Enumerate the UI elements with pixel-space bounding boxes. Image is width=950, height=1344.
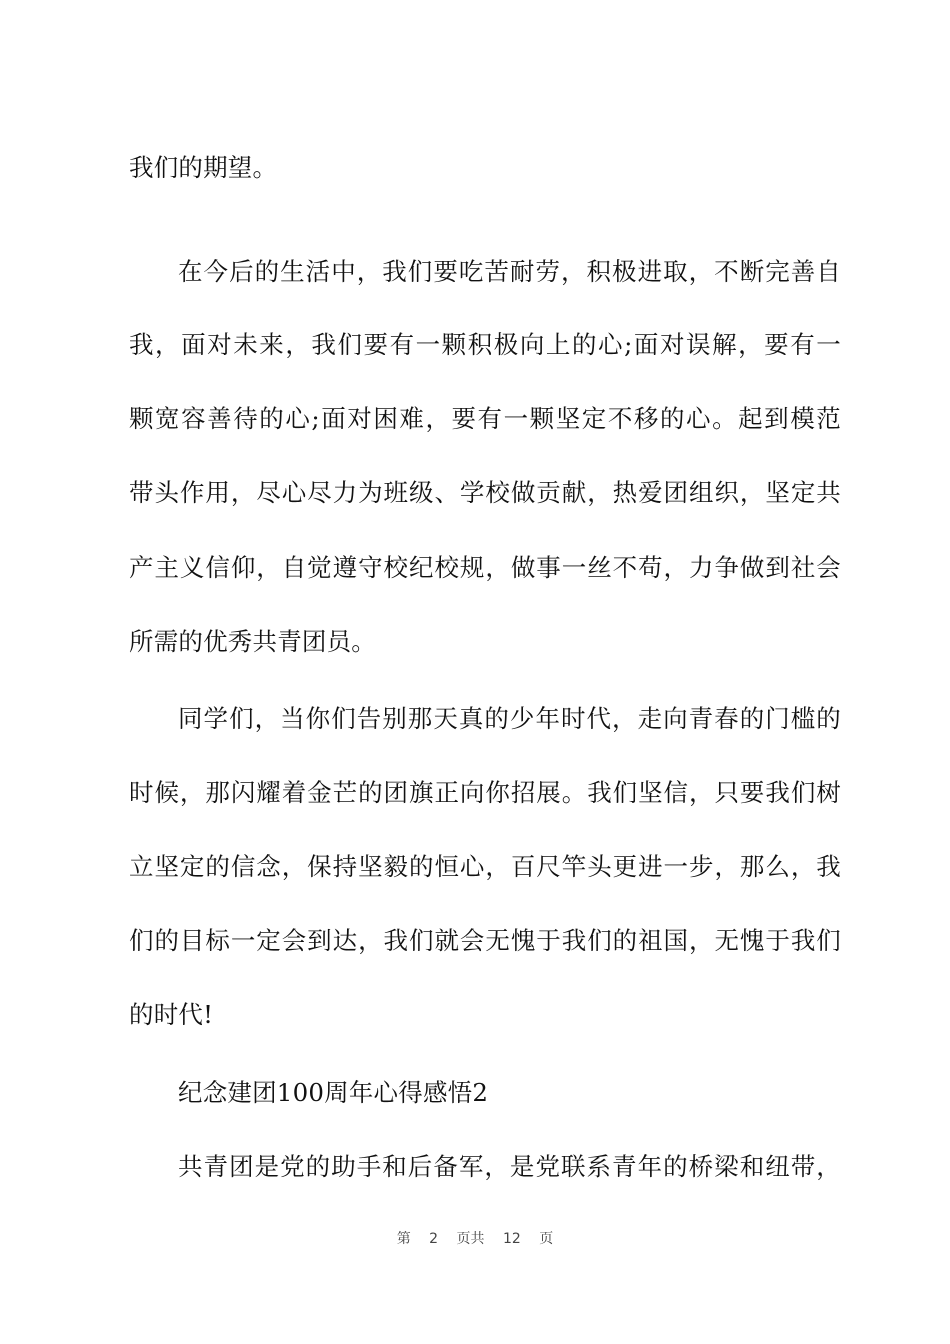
text-line: 产主义信仰，自觉遵守校纪校规，做事一丝不苟，力争做到社会 <box>129 553 841 582</box>
footer-middle: 页共 <box>456 1231 485 1247</box>
text-line: 我，面对未来，我们要有一颗积极向上的心;面对误解，要有一 <box>129 330 841 359</box>
text-line: 同学们，当你们告别那天真的少年时代，走向青春的门槛的 <box>178 704 841 733</box>
text-line: 们的目标一定会到达，我们就会无愧于我们的祖国，无愧于我们 <box>129 926 841 955</box>
text-line: 时候，那闪耀着金芒的团旗正向你招展。我们坚信，只要我们树 <box>129 778 841 807</box>
text-line: 带头作用，尽心尽力为班级、学校做贡献，热爱团组织，坚定共 <box>129 478 841 507</box>
text-line: 共青团是党的助手和后备军，是党联系青年的桥梁和纽带， <box>178 1152 841 1181</box>
footer-total-pages: 12 <box>503 1231 521 1247</box>
text-line: 颗宽容善待的心;面对困难，要有一颗坚定不移的心。起到模范 <box>129 404 841 433</box>
footer-page-number: 2 <box>429 1231 439 1247</box>
text-line: 立坚定的信念，保持坚毅的恒心，百尺竿头更进一步，那么，我 <box>129 852 841 881</box>
section-heading: 纪念建团100周年心得感悟2 <box>178 1078 489 1107</box>
page-footer <box>0 1229 950 1249</box>
text-line: 的时代! <box>129 1000 214 1029</box>
text-line: 在今后的生活中，我们要吃苦耐劳，积极进取，不断完善自 <box>178 257 841 286</box>
footer-prefix: 第 <box>396 1231 411 1247</box>
text-line: 所需的优秀共青团员。 <box>129 627 376 656</box>
text-line: 我们的期望。 <box>129 153 278 182</box>
footer-suffix: 页 <box>539 1231 554 1247</box>
